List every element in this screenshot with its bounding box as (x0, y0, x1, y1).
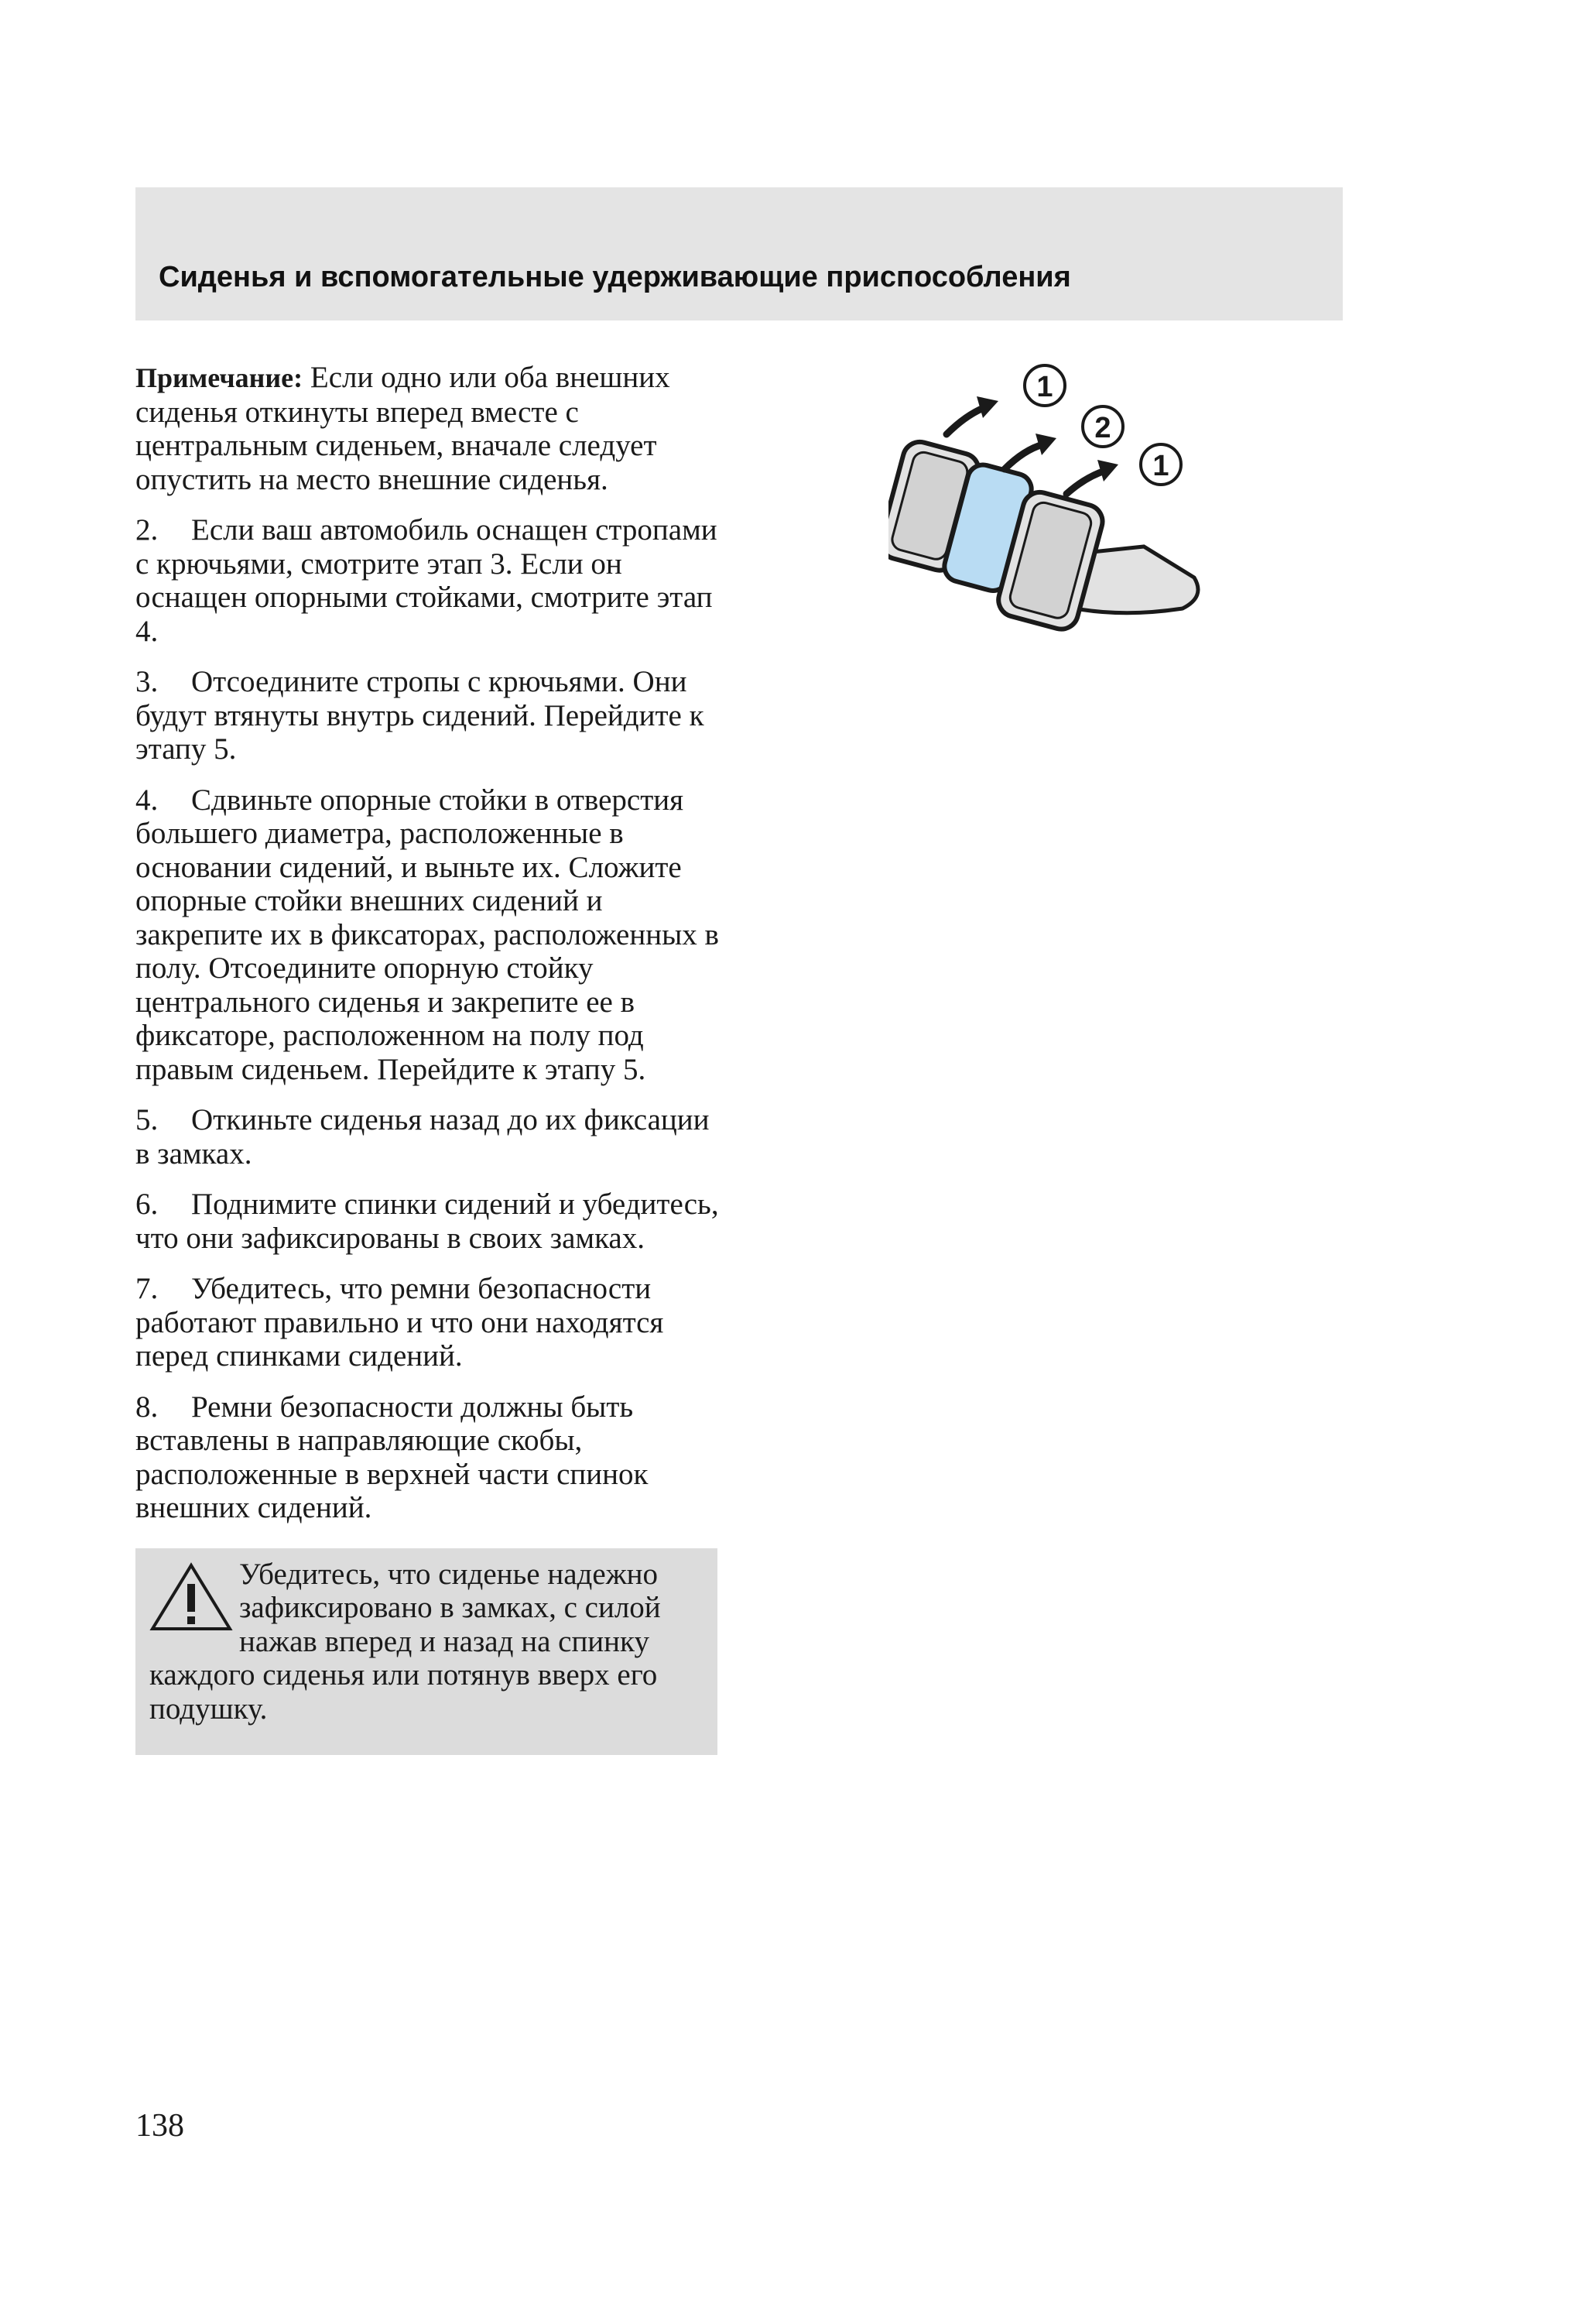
warning-triangle-icon (149, 1562, 233, 1632)
page-number: 138 (135, 2108, 184, 2144)
svg-text:1: 1 (1152, 450, 1169, 482)
step-4 (135, 783, 724, 1087)
section-title: Сиденья и вспомогательные удерживающие приспособления (159, 261, 1071, 293)
arrowhead-1-left (977, 396, 998, 418)
step-text: Поднимите спинки сидений и убедитесь, что они зафиксированы в своих замках. (135, 1188, 719, 1255)
note-label: Примечание: (135, 362, 303, 393)
arrowhead-2-center (1036, 434, 1056, 455)
callout-1-right (1141, 444, 1181, 485)
svg-text:1: 1 (1036, 371, 1053, 403)
note-text: Если одно или оба внешних сиденья откинуты вперед вместе с центральным сиденьем, вначале следует опустить на место внешние сиденья. (135, 361, 670, 496)
step-text: Сдвиньте опорные стойки в отверстия большего диаметра, расположенные в основании сидений, и выньте их. Сложите опорные стойки внешних сидений и закрепите их в фиксаторах, расположенных в полу. Отсоедините опорную стойку центрального сиденья и закрепите ее в фиксаторе, расположенном на полу под правым сиденьем. Перейдите к этапу 5. (135, 783, 719, 1086)
note-paragraph (135, 361, 724, 496)
seat-folding-illustration (888, 353, 1214, 639)
step-3 (135, 665, 724, 766)
callout-2-center (1083, 406, 1123, 447)
step-2 (135, 513, 724, 648)
step-number: 2. (135, 513, 159, 547)
step-number: 5. (135, 1103, 159, 1136)
instruction-column (135, 361, 724, 1755)
svg-text:2: 2 (1094, 412, 1111, 444)
callout-1-left (1025, 365, 1065, 406)
step-text: Откиньте сиденья назад до их фиксации в замках. (135, 1103, 710, 1171)
warning-box (135, 1548, 717, 1756)
arrowhead-1-right (1097, 460, 1118, 482)
step-text: Если ваш автомобиль оснащен стропами с крючьями, смотрите этап 3. Если он оснащен опорными стойками, смотрите этап 4. (135, 513, 717, 648)
step-7 (135, 1272, 724, 1373)
arrow-1-right (1066, 471, 1105, 494)
step-number: 8. (135, 1390, 159, 1424)
header-band (135, 187, 1343, 320)
arrow-1-left (947, 407, 985, 434)
step-number: 3. (135, 665, 159, 698)
warning-text: Убедитесь, что сиденье надежно зафиксировано в замках, с силой нажав вперед и назад на спинку каждого сиденья или потянув вверх его подушку. (149, 1557, 661, 1726)
step-number: 6. (135, 1188, 159, 1221)
step-text: Убедитесь, что ремни безопасности работают правильно и что они находятся перед спинками сидений. (135, 1272, 664, 1373)
step-5 (135, 1103, 724, 1171)
step-8 (135, 1390, 724, 1525)
step-text: Отсоедините стропы с крючьями. Они будут втянуты внутрь сидений. Перейдите к этапу 5. (135, 665, 704, 766)
step-number: 4. (135, 783, 159, 817)
step-6 (135, 1188, 724, 1255)
step-text: Ремни безопасности должны быть вставлены в направляющие скобы, расположенные в верхней части спинок внешних сидений. (135, 1390, 649, 1524)
step-number: 7. (135, 1272, 159, 1305)
arrow-2-center (1005, 444, 1043, 469)
